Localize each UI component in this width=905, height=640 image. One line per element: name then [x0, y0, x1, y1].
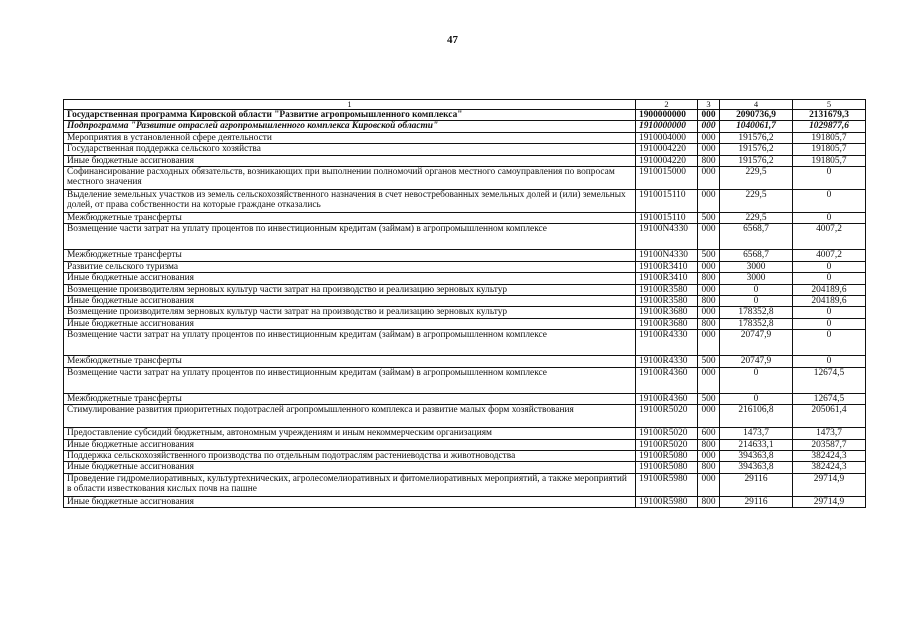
- row-code-cell: 19100R3410: [636, 261, 698, 272]
- row-value-2021-cell: 205061,4: [793, 405, 866, 428]
- row-value-2020-cell: 191576,2: [720, 155, 793, 166]
- row-value-2020-cell: 0: [720, 284, 793, 295]
- row-code-cell: 19100R5980: [636, 473, 698, 496]
- row-kvr-cell: 800: [698, 155, 720, 166]
- row-value-2020-cell: 1040061,7: [720, 121, 793, 132]
- row-code-cell: 1910004000: [636, 132, 698, 143]
- row-value-2020-cell: 29116: [720, 473, 793, 496]
- row-value-2020-cell: 229,5: [720, 167, 793, 190]
- table-row: [64, 190, 866, 213]
- row-code-cell: 19100R3580: [636, 296, 698, 307]
- row-value-2021-cell: 12674,5: [793, 367, 866, 393]
- row-value-2021-cell: 191805,7: [793, 155, 866, 166]
- row-code-cell: 19100R5080: [636, 450, 698, 461]
- row-value-2020-cell: 191576,2: [720, 132, 793, 143]
- row-kvr-cell: 000: [698, 121, 720, 132]
- row-code-cell: 19100R4360: [636, 393, 698, 404]
- row-name-cell: Возмещение части затрат на уплату процентов по инвестиционным кредитам (займам) в агропромышленном комплексе: [64, 330, 636, 356]
- row-value-2020-cell: 6568,7: [720, 250, 793, 261]
- row-value-2020-cell: 214633,1: [720, 439, 793, 450]
- table-row: [64, 261, 866, 272]
- row-code-cell: 19100R3680: [636, 318, 698, 329]
- table-row: [64, 167, 866, 190]
- row-value-2020-cell: 178352,8: [720, 318, 793, 329]
- row-kvr-cell: 800: [698, 439, 720, 450]
- row-value-2021-cell: 0: [793, 167, 866, 190]
- row-kvr-cell: 000: [698, 405, 720, 428]
- header-col-3: 3: [698, 100, 720, 110]
- row-value-2021-cell: 191805,7: [793, 132, 866, 143]
- row-code-cell: 19100R4360: [636, 367, 698, 393]
- row-name-cell: Иные бюджетные ассигнования: [64, 318, 636, 329]
- row-name-cell: Межбюджетные трансферты: [64, 356, 636, 367]
- table-row: [64, 307, 866, 318]
- table-row: [64, 496, 866, 507]
- row-name-cell: Иные бюджетные ассигнования: [64, 462, 636, 473]
- row-value-2021-cell: 29714,9: [793, 473, 866, 496]
- row-value-2020-cell: 216106,8: [720, 405, 793, 428]
- row-name-cell: Межбюджетные трансферты: [64, 393, 636, 404]
- row-code-cell: 19100R4330: [636, 330, 698, 356]
- row-name-cell: Иные бюджетные ассигнования: [64, 296, 636, 307]
- row-kvr-cell: 600: [698, 428, 720, 439]
- row-kvr-cell: 000: [698, 190, 720, 213]
- row-kvr-cell: 000: [698, 167, 720, 190]
- row-value-2021-cell: 0: [793, 318, 866, 329]
- row-value-2021-cell: 0: [793, 190, 866, 213]
- row-kvr-cell: 000: [698, 144, 720, 155]
- row-value-2021-cell: 204189,6: [793, 284, 866, 295]
- table-row: [64, 356, 866, 367]
- row-value-2021-cell: 1473,7: [793, 428, 866, 439]
- row-value-2021-cell: 0: [793, 213, 866, 224]
- row-kvr-cell: 000: [698, 367, 720, 393]
- row-value-2021-cell: 0: [793, 356, 866, 367]
- row-value-2021-cell: 0: [793, 273, 866, 284]
- row-value-2021-cell: 2131679,3: [793, 110, 866, 121]
- row-name-cell: Предоставление субсидий бюджетным, автономным учреждениям и иным некоммерческим организациям: [64, 428, 636, 439]
- row-name-cell: Выделение земельных участков из земель сельскохозяйственного назначения в счет невостребованных земельных долей и (или) земельных долей, от права собственности на которые граждане отказались: [64, 190, 636, 213]
- row-name-cell: Развитие сельского туризма: [64, 261, 636, 272]
- table-header-row: [64, 100, 866, 110]
- row-value-2021-cell: 191805,7: [793, 144, 866, 155]
- row-kvr-cell: 000: [698, 284, 720, 295]
- row-kvr-cell: 800: [698, 273, 720, 284]
- table-row: [64, 318, 866, 329]
- row-kvr-cell: 800: [698, 462, 720, 473]
- header-col-5: 5: [793, 100, 866, 110]
- table-row: [64, 405, 866, 428]
- row-value-2021-cell: 1029877,6: [793, 121, 866, 132]
- row-value-2020-cell: 191576,2: [720, 144, 793, 155]
- table-row: [64, 110, 866, 121]
- table-row: [64, 213, 866, 224]
- row-kvr-cell: 000: [698, 132, 720, 143]
- table-row: [64, 155, 866, 166]
- row-name-cell: Мероприятия в установленной сфере деятельности: [64, 132, 636, 143]
- row-value-2020-cell: 2090736,9: [720, 110, 793, 121]
- row-value-2021-cell: 203587,7: [793, 439, 866, 450]
- header-col-1: 1: [64, 100, 636, 110]
- row-value-2021-cell: 0: [793, 330, 866, 356]
- row-code-cell: 19100N4330: [636, 224, 698, 250]
- row-value-2020-cell: 29116: [720, 496, 793, 507]
- row-kvr-cell: 800: [698, 296, 720, 307]
- table-row: [64, 450, 866, 461]
- row-name-cell: Проведение гидромелиоративных, культуртехнических, агролесомелиоративных и фитомелиоративных мероприятий, а также мероприятий в области известкования кислых почв на пашне: [64, 473, 636, 496]
- row-kvr-cell: 000: [698, 261, 720, 272]
- row-value-2020-cell: 394363,8: [720, 462, 793, 473]
- row-value-2020-cell: 229,5: [720, 213, 793, 224]
- row-value-2020-cell: 20747,9: [720, 330, 793, 356]
- row-code-cell: 19100R5020: [636, 428, 698, 439]
- row-kvr-cell: 500: [698, 213, 720, 224]
- row-value-2021-cell: 4007,2: [793, 250, 866, 261]
- row-value-2020-cell: 178352,8: [720, 307, 793, 318]
- row-name-cell: Иные бюджетные ассигнования: [64, 439, 636, 450]
- row-name-cell: Поддержка сельскохозяйственного производства по отдельным подотраслям растениеводства и животноводства: [64, 450, 636, 461]
- row-name-cell: Иные бюджетные ассигнования: [64, 273, 636, 284]
- row-code-cell: 19100R3680: [636, 307, 698, 318]
- row-code-cell: 19100N4330: [636, 250, 698, 261]
- row-value-2020-cell: 6568,7: [720, 224, 793, 250]
- row-code-cell: 1910004220: [636, 155, 698, 166]
- row-code-cell: 19100R5980: [636, 496, 698, 507]
- row-value-2020-cell: 229,5: [720, 190, 793, 213]
- row-code-cell: 1910015110: [636, 190, 698, 213]
- row-code-cell: 1910015110: [636, 213, 698, 224]
- table-row: [64, 393, 866, 404]
- row-name-cell: Возмещение части затрат на уплату процентов по инвестиционным кредитам (займам) в агропромышленном комплексе: [64, 367, 636, 393]
- table-row: [64, 121, 866, 132]
- table-row: [64, 296, 866, 307]
- row-name-cell: Подпрограмма "Развитие отраслей агропромышленного комплекса Кировской области": [64, 121, 636, 132]
- row-name-cell: Межбюджетные трансферты: [64, 250, 636, 261]
- row-kvr-cell: 000: [698, 307, 720, 318]
- row-name-cell: Межбюджетные трансферты: [64, 213, 636, 224]
- row-value-2020-cell: 394363,8: [720, 450, 793, 461]
- row-kvr-cell: 000: [698, 224, 720, 250]
- row-name-cell: Софинансирование расходных обязательств, возникающих при выполнении полномочий органов местного самоуправления по вопросам местного значения: [64, 167, 636, 190]
- table-row: [64, 428, 866, 439]
- row-value-2020-cell: 3000: [720, 273, 793, 284]
- row-value-2021-cell: 204189,6: [793, 296, 866, 307]
- table-row: [64, 284, 866, 295]
- row-kvr-cell: 000: [698, 473, 720, 496]
- row-kvr-cell: 500: [698, 393, 720, 404]
- row-value-2021-cell: 0: [793, 261, 866, 272]
- row-name-cell: Возмещение производителям зерновых культур части затрат на производство и реализацию зерновых культур: [64, 284, 636, 295]
- row-name-cell: Возмещение части затрат на уплату процентов по инвестиционным кредитам (займам) в агропромышленном комплексе: [64, 224, 636, 250]
- row-value-2020-cell: 20747,9: [720, 356, 793, 367]
- row-code-cell: 19100R3580: [636, 284, 698, 295]
- table-row: [64, 224, 866, 250]
- header-col-2: 2: [636, 100, 698, 110]
- table-row: [64, 273, 866, 284]
- row-code-cell: 1910015000: [636, 167, 698, 190]
- row-kvr-cell: 000: [698, 330, 720, 356]
- row-code-cell: 19100R5020: [636, 439, 698, 450]
- row-kvr-cell: 000: [698, 450, 720, 461]
- row-kvr-cell: 500: [698, 356, 720, 367]
- table-row: [64, 367, 866, 393]
- table-row: [64, 132, 866, 143]
- row-kvr-cell: 500: [698, 250, 720, 261]
- row-value-2021-cell: 382424,3: [793, 462, 866, 473]
- row-code-cell: 19100R5080: [636, 462, 698, 473]
- row-value-2021-cell: 12674,5: [793, 393, 866, 404]
- budget-table: [63, 99, 866, 508]
- row-code-cell: 1910000000: [636, 121, 698, 132]
- row-name-cell: Государственная программа Кировской области "Развитие агропромышленного комплекса": [64, 110, 636, 121]
- row-code-cell: 1900000000: [636, 110, 698, 121]
- row-value-2020-cell: 0: [720, 393, 793, 404]
- row-name-cell: Иные бюджетные ассигнования: [64, 496, 636, 507]
- page-number: 47: [447, 34, 458, 46]
- row-value-2020-cell: 1473,7: [720, 428, 793, 439]
- row-name-cell: Государственная поддержка сельского хозяйства: [64, 144, 636, 155]
- row-value-2021-cell: 4007,2: [793, 224, 866, 250]
- row-value-2021-cell: 0: [793, 307, 866, 318]
- row-kvr-cell: 800: [698, 318, 720, 329]
- row-value-2020-cell: 0: [720, 296, 793, 307]
- row-name-cell: Стимулирование развития приоритетных подотраслей агропромышленного комплекса и развитие малых форм хозяйствования: [64, 405, 636, 428]
- row-kvr-cell: 800: [698, 496, 720, 507]
- row-code-cell: 1910004220: [636, 144, 698, 155]
- table-row: [64, 462, 866, 473]
- row-value-2020-cell: 0: [720, 367, 793, 393]
- table-row: [64, 473, 866, 496]
- row-value-2021-cell: 29714,9: [793, 496, 866, 507]
- row-kvr-cell: 000: [698, 110, 720, 121]
- table-row: [64, 144, 866, 155]
- row-code-cell: 19100R4330: [636, 356, 698, 367]
- table-row: [64, 250, 866, 261]
- row-name-cell: Иные бюджетные ассигнования: [64, 155, 636, 166]
- header-col-4: 4: [720, 100, 793, 110]
- table-row: [64, 439, 866, 450]
- row-name-cell: Возмещение производителям зерновых культур части затрат на производство и реализацию зерновых культур: [64, 307, 636, 318]
- row-code-cell: 19100R5020: [636, 405, 698, 428]
- row-code-cell: 19100R3410: [636, 273, 698, 284]
- row-value-2020-cell: 3000: [720, 261, 793, 272]
- table-row: [64, 330, 866, 356]
- row-value-2021-cell: 382424,3: [793, 450, 866, 461]
